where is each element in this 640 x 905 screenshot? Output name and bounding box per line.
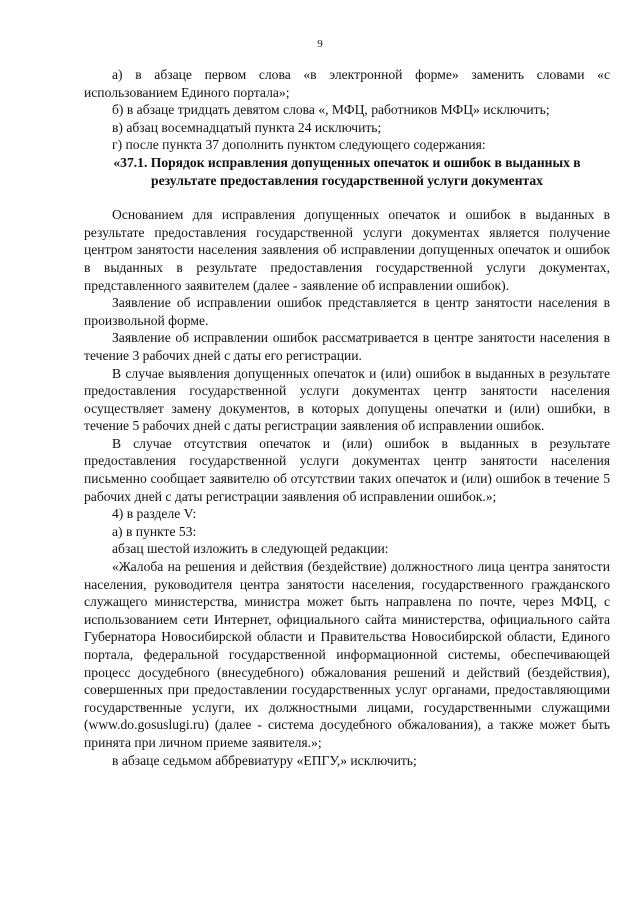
- paragraph: а) в абзаце первом слова «в электронной форме» заменить словами «с использованием Единого портала»;: [84, 67, 610, 100]
- page-number: 9: [317, 38, 323, 50]
- paragraph: в) абзац восемнадцатый пункта 24 исключить;: [112, 119, 382, 135]
- section-heading: [84, 154, 610, 189]
- heading-text: 37.1. Порядок исправления допущенных опечаток и ошибок в выданных в результате предоставления государственной услуги документах: [120, 154, 581, 188]
- paragraph: в абзаце седьмом аббревиатуру «ЕПГУ,» исключить;: [112, 752, 417, 768]
- document-body: [84, 66, 610, 769]
- paragraph: Заявление об исправлении ошибок рассматривается в центре занятости населения в течение 3 рабочих дней с даты его регистрации.: [84, 330, 610, 363]
- heading-quote: «: [113, 154, 121, 170]
- paragraph: 4) в разделе V:: [112, 506, 197, 522]
- paragraph: Заявление об исправлении ошибок представляется в центр занятости населения в произвольной форме.: [84, 295, 610, 328]
- paragraph: а) в пункте 53:: [112, 523, 197, 539]
- paragraph: «Жалоба на решения и действия (бездействие) должностного лица центра занятости населения, руководителя центра занятости населения, государственного гражданского служащего министерства, министра может быть направлена по почте, через МФЦ, с использованием сети Интернет, официального сайта министерства, официального сайта Губернатора Новосибирской области и Правительства Новосибирской области, Единого портала, федеральной государственной информационной системы, обеспечивающей процесс досудебного (внесудебного) обжалования решений и действий (бездействия), совершенных при предоставлении государственных услуг органами, предоставляющими государственные услуги, их должностными лицами, государственными служащими (www.do.gosuslugi.ru) (далее - система досудебного обжалования), а также может быть принята при личном приеме заявителя.»;: [84, 559, 610, 750]
- spacer: [84, 189, 610, 206]
- paragraph: абзац шестой изложить в следующей редакции:: [112, 541, 389, 557]
- paragraph: В случае выявления допущенных опечаток и (или) ошибок в выданных в результате предоставления государственной услуги документах центр занятости населения осуществляет замену документов, в которых допущены опечатки и (или) ошибки, в течение 5 рабочих дней с даты регистрации заявления об исправлении ошибок.: [84, 365, 610, 434]
- paragraph: Основанием для исправления допущенных опечаток и ошибок в выданных в результате предоставления государственной услуги документах является получение центром занятости населения заявления об исправлении допущенных опечаток и ошибок в выданных в результате предоставления государственной услуги документах, представленного заявителем (далее - заявление об исправлении ошибок).: [84, 207, 610, 293]
- paragraph: В случае отсутствия опечаток и (или) ошибок в выданных в результате предоставления государственной услуги документах центр занятости населения письменно сообщает заявителю об отсутствии таких опечаток и (или) ошибок в течение 5 рабочих дней с даты регистрации заявления об исправлении ошибок.»;: [84, 435, 610, 504]
- paragraph: б) в абзаце тридцать девятом слова «, МФЦ, работников МФЦ» исключить;: [112, 102, 550, 118]
- paragraph: г) после пункта 37 дополнить пунктом следующего содержания:: [112, 137, 486, 153]
